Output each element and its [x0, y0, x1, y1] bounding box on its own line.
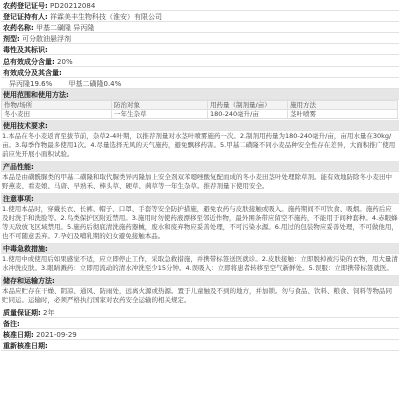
- content-total-row: [1, 56, 399, 67]
- ingredients-row: [1, 67, 399, 78]
- reg-no-value: PD20212084: [50, 2, 96, 10]
- poison-label: 中毒急救措施:: [3, 245, 48, 253]
- reg-no-row: [1, 0, 399, 11]
- usage-table-header: [2, 101, 398, 110]
- precautions-section-header: [1, 193, 399, 204]
- usage-th-crop: 作物/场所: [2, 101, 112, 110]
- name-row: [1, 22, 399, 33]
- usage-label: 使用范围和使用方法:: [3, 91, 69, 99]
- tech-section-header: [1, 120, 399, 131]
- usage-table: [1, 100, 398, 119]
- precautions-label: 注意事项:: [3, 195, 34, 203]
- usage-cell-crop: 冬小麦田: [2, 110, 112, 119]
- ingredient-2: 甲基二磺隆0.4%: [68, 80, 122, 88]
- ingredient-1: 异丙隆19.6%: [9, 80, 53, 88]
- usage-th-dose: 用药量（制剂量/亩）: [208, 101, 288, 110]
- usage-th-target: 防治对象: [112, 101, 208, 110]
- other-row: [1, 318, 399, 329]
- usage-section-header: [1, 89, 399, 100]
- usage-th-method: 施用方法: [288, 101, 398, 110]
- formulation-label: 剂型:: [3, 35, 20, 43]
- usage-cell-method: 茎叶喷雾: [288, 110, 398, 119]
- toxicity-row: [1, 44, 399, 55]
- approval-date-row: [1, 329, 399, 340]
- content-total-label: 总有效成分含量:: [3, 58, 55, 66]
- table-row: [2, 110, 398, 119]
- storage-section-header: [1, 275, 399, 286]
- holder-label: 登记证持有人:: [3, 13, 48, 21]
- ingredients-label: 有效成分及其含量:: [3, 69, 62, 77]
- shelf-life-value: 2年: [43, 309, 55, 317]
- reg-no-label: 农药登记证号:: [3, 2, 48, 10]
- revision-date-row: [1, 340, 399, 351]
- precautions-text: 1.使用本品时，穿戴长衣、长裤、帽子、口罩、手套等安全防护措施，避免农药与皮肤接触或吸入。施药期间不可饮食、吸烟。施药后应及时洗手和洗脸等。2.鸟类保护区附近禁用。3.施用时勿使药液漂移至邻近作物，最外围条带应留空不施药，不能用于间种套种。4.赤眼蜂等天敌放飞区域禁用。5.施药后彻底清洗施药器械，废水和废弃物应妥善处理，不可污染水源。6.用过的包装物应妥善处理，不可做他用，也不可随意丢弃。7.孕妇及哺乳期的妇女避免接触本品。: [2, 205, 398, 240]
- name-value: 甲基二磺隆 异丙隆: [36, 24, 95, 32]
- other-label: 备注:: [3, 320, 20, 328]
- ingredients-values-row: [1, 78, 399, 89]
- shelf-life-label: 质量保证期:: [3, 309, 41, 317]
- name-label: 农药名称:: [3, 24, 34, 32]
- formulation-value: 可分散油悬浮剂: [22, 35, 72, 43]
- storage-label: 储存和运输方法:: [3, 277, 55, 285]
- usage-cell-target: 一年生杂草: [112, 110, 208, 119]
- features-label: 产品性能:: [3, 163, 34, 171]
- shelf-life-row: [1, 307, 399, 318]
- content-total-value: 20%: [57, 58, 73, 66]
- revision-date-label: 重新核准日期:: [3, 342, 48, 350]
- approval-date-value: 2021-09-29: [36, 331, 77, 339]
- holder-value: 祥霖美丰生物科技（淮安）有限公司: [50, 13, 163, 21]
- features-text: 本品是由磺酰脲类的甲基二磺隆和取代脲类异丙隆加上安全剂双苯噁唑酸复配而成的冬小麦田茎叶处理除草剂。能有效地防除冬小麦田中野燕麦、看麦娘、马唐、早熟禾、棒头草、硬草、菵草等一年生杂草。推荐剂量下使用安全。: [2, 173, 392, 190]
- tech-text: 1.本品在冬小麦返青至拔节前，杂草2-4叶期，以推荐剂量对水茎叶喷雾施药一次。2.制剂用药量为180-240毫升/亩，亩用水量在30kg/亩。3.每季作物最多使用1次。4.尽量选择无风的天气施药，避免飘移药害。5.甲基二磺隆不同小麦品种安全性存在差异，大面积推广使用前应先开展小面积试验。: [2, 132, 396, 158]
- storage-text: 本品应贮存在干燥、阴凉、通风、防雨处，远离火源或热源。置于儿童触及不到的地方，并加锁。勿与食品、饮料、粮食、饲料等物品同贮同运。运输时，必须严格执行国家对农药安全运输的相关规定。: [2, 287, 392, 304]
- usage-cell-dose: 180-240毫升/亩: [208, 110, 288, 119]
- features-section-header: [1, 161, 399, 172]
- poison-text: 1.使用中或使用后如果感觉不适，应立即停止工作，采取急救措施，并携带标签送医就诊。2.皮肤接触：立即脱掉被污染的衣物，用大量清水冲洗皮肤。3.眼睛溅药：立即用流动的清水冲洗至少15分钟。4.误吸入：立即将患者转移至空气新鲜处。5.误服：立即携带标签就医。: [2, 255, 398, 272]
- approval-date-label: 核准日期:: [3, 331, 34, 339]
- tech-label: 使用技术要求:: [3, 122, 48, 130]
- holder-row: [1, 11, 399, 22]
- toxicity-label: 毒性及其标识:: [3, 46, 48, 54]
- poison-section-header: [1, 243, 399, 254]
- formulation-row: [1, 33, 399, 44]
